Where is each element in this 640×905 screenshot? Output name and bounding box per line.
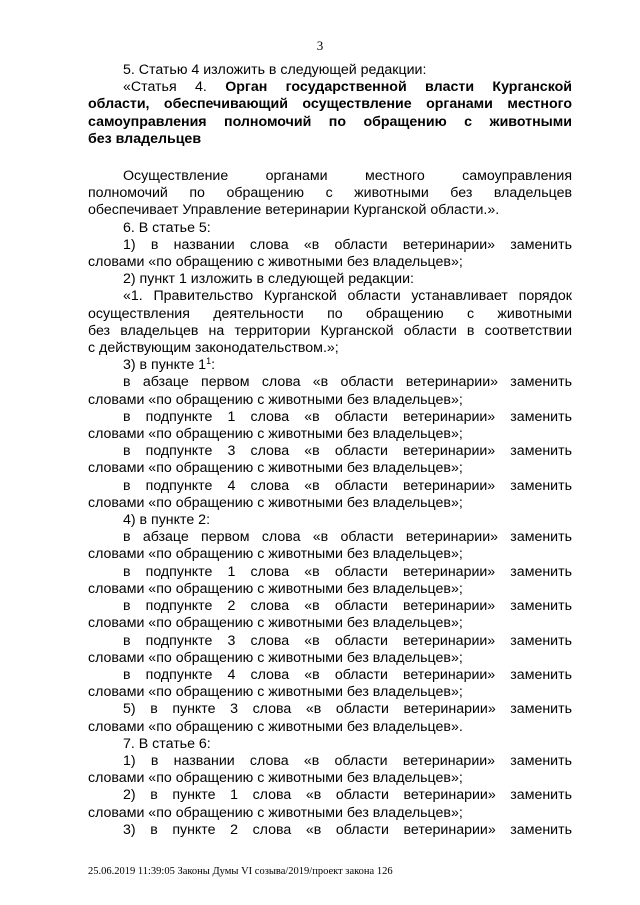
text-line: Осуществление органами местного самоуправления <box>123 168 572 185</box>
text-line: словами «по обращению с животными без владельцев»; <box>88 684 463 701</box>
text-line: «1. Правительство Курганской области устанавливает порядок <box>123 288 572 305</box>
article-title-part: без владельцев <box>88 130 202 147</box>
article-label: «Статья 4. <box>123 79 207 96</box>
page-number: 3 <box>316 38 324 53</box>
text-line: словами «по обращению с животными без владельцев»; <box>88 804 463 821</box>
text-line: осуществления деятельности по обращению с животными <box>88 305 572 322</box>
text-line: словами «по обращению с животными без владельцев»; <box>88 580 463 597</box>
text-line: словами «по обращению с животными без владельцев»; <box>88 615 463 632</box>
text-line: в подпункте 2 слова «в области ветеринарии» заменить <box>123 598 572 615</box>
text-line: без владельцев на территории Курганской области в соответствии <box>88 322 572 339</box>
item-colon: : <box>211 357 216 374</box>
text-line: 4) в пункте 2: <box>123 512 211 529</box>
text-line: 5. Статью 4 изложить в следующей редакции: <box>123 62 427 78</box>
text-line: словами «по обращению с животными без владельцев»; <box>88 254 463 271</box>
text-line: 1) в названии слова «в области ветеринарии» заменить <box>123 236 572 253</box>
article-heading-line <box>88 114 572 131</box>
text-line: словами «по обращению с животными без владельцев»; <box>88 426 463 443</box>
text-line: в подпункте 3 слова «в области ветеринарии» заменить <box>123 632 572 649</box>
text-line: словами «по обращению с животными без владельцев»; <box>88 770 463 787</box>
text-line: словами «по обращению с животными без владельцев»; <box>88 546 463 563</box>
text-line: полномочий по обращению с животными без владельцев <box>88 185 572 202</box>
text-line: в подпункте 3 слова «в области ветеринарии» заменить <box>123 443 572 460</box>
text-line: 5) в пункте 3 слова «в области ветеринарии» заменить <box>123 701 572 718</box>
article-heading-line <box>88 96 572 113</box>
text-line: словами «по обращению с животными без владельцев»; <box>88 649 463 666</box>
text-line: словами «по обращению с животными без владельцев»; <box>88 494 463 511</box>
article-heading-line <box>88 79 572 96</box>
text-line: в подпункте 1 слова «в области ветеринарии» заменить <box>123 563 572 580</box>
paragraph-gap <box>88 148 572 168</box>
document-body <box>88 62 572 839</box>
text-line: в абзаце первом слова «в области ветеринарии» заменить <box>123 529 572 546</box>
article-title-part: самоуправления полномочий по обращению с животными <box>88 113 572 130</box>
document-footer: 25.06.2019 11:39:05 Законы Думы VI созыва/2019/проект закона 126 <box>88 866 393 877</box>
text-line: в абзаце первом слова «в области ветеринарии» заменить <box>123 374 572 391</box>
item-text: 3) в пункте 1 <box>123 357 207 374</box>
text-line: словами «по обращению с животными без владельцев»; <box>88 460 463 477</box>
text-line: словами «по обращению с животными без владельцев»; <box>88 391 463 408</box>
text-line: словами «по обращению с животными без владельцев». <box>88 718 463 735</box>
text-line: с действующим законодательством.»; <box>88 340 339 357</box>
text-line: 7. В статье 6: <box>123 735 211 752</box>
text-line <box>88 357 572 374</box>
article-heading-line <box>88 131 572 148</box>
text-line: в подпункте 4 слова «в области ветеринарии» заменить <box>123 666 572 683</box>
text-line: 6. В статье 5: <box>123 219 211 236</box>
superscript: 1 <box>206 356 212 367</box>
article-title-part: области, обеспечивающий осуществление органами местного <box>88 96 572 113</box>
text-line: в подпункте 1 слова «в области ветеринарии» заменить <box>123 408 572 425</box>
text-line: обеспечивает Управление ветеринарии Курганской области.». <box>88 202 500 219</box>
text-line: 3) в пункте 2 слова «в области ветеринарии» заменить <box>123 821 572 838</box>
article-title-part: Орган государственной власти Курганской <box>225 79 573 96</box>
text-line: 2) пункт 1 изложить в следующей редакции: <box>123 271 414 288</box>
text-line: в подпункте 4 слова «в области ветеринарии» заменить <box>123 477 572 494</box>
text-line: 1) в названии слова «в области ветеринарии» заменить <box>123 752 572 769</box>
text-line: 2) в пункте 1 слова «в области ветеринарии» заменить <box>123 787 572 804</box>
